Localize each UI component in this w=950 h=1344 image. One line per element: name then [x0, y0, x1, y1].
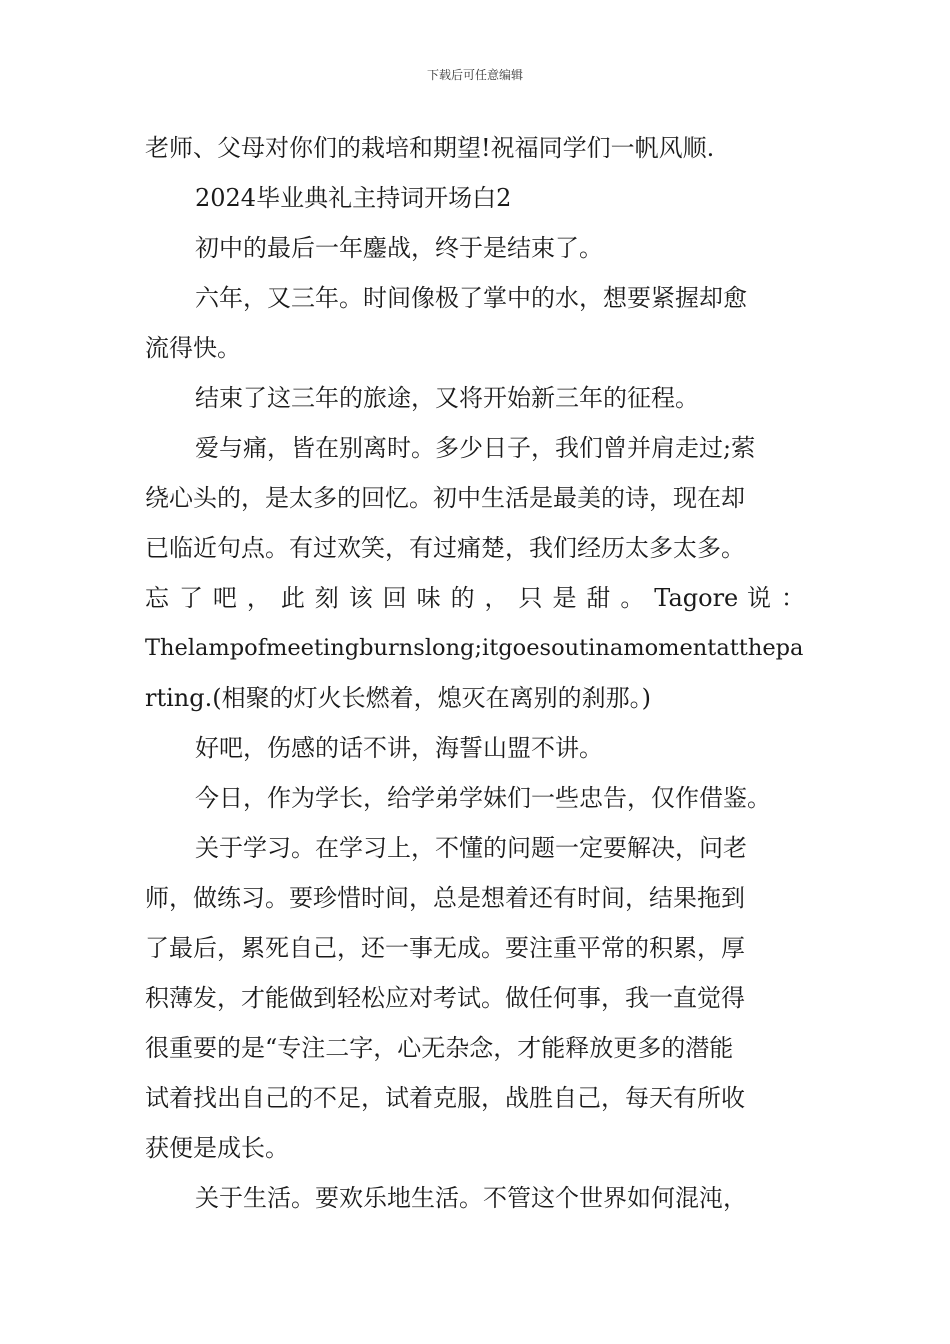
section-heading: 2024毕业典礼主持词开场白2 — [195, 184, 512, 212]
text-line: 了最后，累死自己，还一事无成。要注重平常的积累，厚 — [145, 934, 745, 962]
text-line: 结束了这三年的旅途，又将开始新三年的征程。 — [195, 384, 699, 412]
text-line: Thelampofmeetingburnslong;itgoesoutinamomentatthepa — [145, 635, 804, 661]
text-line: 试着找出自己的不足，试着克服，战胜自己，每天有所收 — [145, 1084, 745, 1112]
text-line: 获便是成长。 — [145, 1134, 289, 1162]
page-header: 下载后可任意编辑 — [426, 68, 523, 82]
text-line: rting.(相聚的灯火长燃着，熄灭在离别的刹那。) — [145, 684, 651, 712]
document-body — [145, 123, 805, 1223]
text-line: 已临近句点。有过欢笑，有过痛楚，我们经历太多太多。 — [145, 534, 745, 562]
text-line: 很重要的是“专注二字，心无杂念，才能释放更多的潜能 — [145, 1034, 734, 1062]
text-line: 绕心头的，是太多的回忆。初中生活是最美的诗，现在却 — [145, 484, 745, 512]
text-line: 积薄发，才能做到轻松应对考试。做任何事，我一直觉得 — [145, 984, 745, 1012]
text-line: 关于学习。在学习上，不懂的问题一定要解决，问老 — [195, 834, 747, 862]
text-line: 忘 了 吧 ， 此 刻 该 回 味 的 ， 只 是 甜 。 Tagore 说 ： — [145, 584, 805, 612]
text-line: 流得快。 — [145, 334, 241, 362]
text-line: 今日，作为学长，给学弟学妹们一些忠告，仅作借鉴。 — [195, 784, 771, 812]
text-line: 师，做练习。要珍惜时间，总是想着还有时间，结果拖到 — [145, 884, 745, 912]
text-line: 好吧，伤感的话不讲，海誓山盟不讲。 — [195, 734, 603, 762]
text-line: 初中的最后一年鏖战，终于是结束了。 — [195, 234, 603, 262]
text-line: 老师、父母对你们的栽培和期望!祝福同学们一帆风顺. — [145, 134, 715, 162]
text-line: 六年，又三年。时间像极了掌中的水，想要紧握却愈 — [195, 284, 747, 312]
text-line: 关于生活。要欢乐地生活。不管这个世界如何混沌， — [195, 1184, 747, 1212]
text-line: 爱与痛，皆在别离时。多少日子，我们曾并肩走过;萦 — [195, 434, 756, 462]
